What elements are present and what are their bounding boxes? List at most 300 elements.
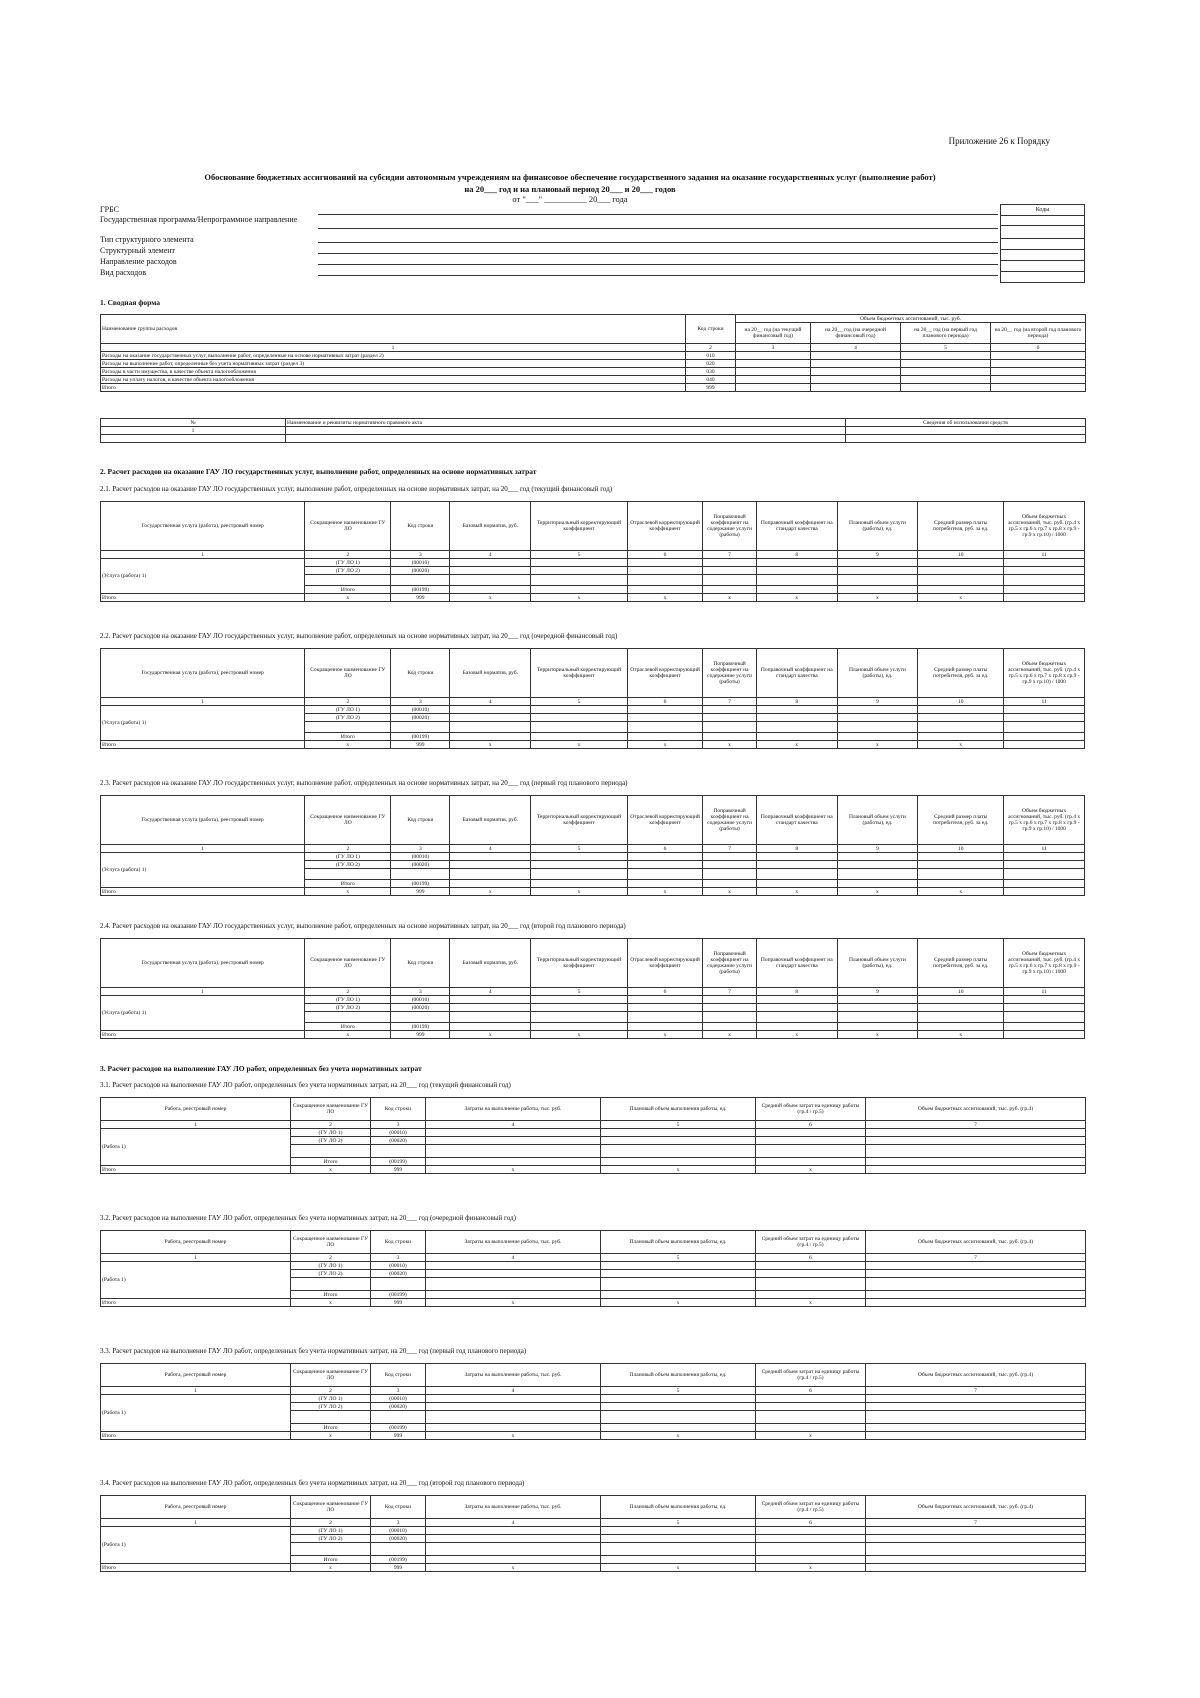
col-num: 3	[371, 1254, 426, 1262]
value-cell[interactable]	[866, 1129, 1086, 1137]
header-field-line[interactable]	[318, 264, 998, 265]
value-cell[interactable]	[371, 1543, 426, 1556]
value-cell[interactable]	[901, 376, 991, 384]
value-cell[interactable]	[756, 1535, 866, 1543]
value-cell[interactable]	[703, 1004, 757, 1012]
col-num: 2	[305, 698, 391, 706]
value-cell[interactable]	[736, 352, 811, 360]
value-cell[interactable]	[450, 733, 531, 741]
value-cell[interactable]	[756, 586, 837, 594]
gu-label: (ГУ ЛО 2)	[305, 714, 391, 722]
value-cell[interactable]	[1004, 880, 1085, 888]
value-cell[interactable]	[627, 567, 702, 575]
value-cell[interactable]	[305, 575, 391, 586]
value-cell[interactable]	[756, 733, 837, 741]
value-cell[interactable]	[837, 1012, 918, 1023]
value-cell[interactable]	[837, 722, 918, 733]
value-cell[interactable]	[866, 1262, 1086, 1270]
col-header: Работа, реестровый номер	[101, 1231, 291, 1254]
value-cell[interactable]	[627, 575, 702, 586]
value-cell[interactable]	[703, 567, 757, 575]
value-cell[interactable]	[756, 1291, 866, 1299]
value-cell[interactable]	[627, 733, 702, 741]
value-cell[interactable]	[703, 714, 757, 722]
value-cell[interactable]	[703, 861, 757, 869]
value-cell[interactable]	[426, 1395, 601, 1403]
value-cell[interactable]	[866, 1270, 1086, 1278]
value-cell[interactable]	[866, 1137, 1086, 1145]
value-cell[interactable]	[531, 1004, 628, 1012]
value-cell[interactable]	[837, 706, 918, 714]
table-row	[101, 384, 1086, 392]
col-num: 1	[101, 845, 305, 853]
col-header: на 20__ год (на текущий финансовый год)	[736, 323, 811, 344]
value-cell[interactable]	[703, 586, 757, 594]
value-cell[interactable]	[1004, 888, 1085, 896]
x-cell: x	[703, 594, 757, 602]
value-cell[interactable]	[756, 1424, 866, 1432]
value-cell[interactable]	[756, 1270, 866, 1278]
value-cell[interactable]	[450, 869, 531, 880]
col-header: Плановый объем услуги (работы), ед.	[837, 796, 918, 845]
value-cell[interactable]	[1004, 996, 1085, 1004]
value-cell[interactable]	[601, 1137, 756, 1145]
col-num: 5	[601, 1387, 756, 1395]
value-cell[interactable]	[531, 869, 628, 880]
value-cell[interactable]	[918, 733, 1004, 741]
value-cell[interactable]	[531, 733, 628, 741]
value-cell[interactable]	[450, 722, 531, 733]
value-cell[interactable]	[601, 1403, 756, 1411]
value-cell[interactable]	[703, 706, 757, 714]
value-cell[interactable]	[601, 1145, 756, 1158]
value-cell[interactable]	[601, 1556, 756, 1564]
x-cell: x	[837, 1031, 918, 1039]
value-cell[interactable]	[756, 575, 837, 586]
value-cell[interactable]	[918, 861, 1004, 869]
value-cell[interactable]	[426, 1403, 601, 1411]
value-cell[interactable]	[371, 1145, 426, 1158]
value-cell[interactable]	[837, 996, 918, 1004]
value-cell[interactable]	[291, 1411, 371, 1424]
value-cell[interactable]	[837, 869, 918, 880]
value-cell[interactable]	[756, 1004, 837, 1012]
value-cell[interactable]	[450, 559, 531, 567]
value-cell[interactable]	[391, 1012, 450, 1023]
value-cell[interactable]	[627, 861, 702, 869]
value-cell[interactable]	[991, 352, 1086, 360]
value-cell[interactable]	[811, 360, 901, 368]
value-cell[interactable]	[703, 559, 757, 567]
value-cell[interactable]	[426, 1543, 601, 1556]
value-cell[interactable]	[627, 996, 702, 1004]
date-line: от "___" __________ 20___ года	[512, 194, 628, 204]
value-cell[interactable]	[601, 1411, 756, 1424]
value-cell[interactable]	[837, 853, 918, 861]
value-cell[interactable]	[1004, 1031, 1085, 1039]
value-cell[interactable]	[426, 1527, 601, 1535]
value-cell[interactable]	[756, 1012, 837, 1023]
col-num: 4	[450, 551, 531, 559]
value-cell[interactable]	[1004, 861, 1085, 869]
input-cell[interactable]	[286, 427, 846, 435]
value-cell[interactable]	[1004, 853, 1085, 861]
value-cell[interactable]	[756, 1556, 866, 1564]
gu-label: (ГУ ЛО 2)	[305, 1004, 391, 1012]
value-cell[interactable]	[703, 575, 757, 586]
value-cell[interactable]	[531, 996, 628, 1004]
value-cell[interactable]	[531, 722, 628, 733]
value-cell[interactable]	[291, 1543, 371, 1556]
value-cell[interactable]	[426, 1129, 601, 1137]
value-cell[interactable]	[991, 360, 1086, 368]
value-cell[interactable]	[866, 1166, 1086, 1174]
value-cell[interactable]	[811, 376, 901, 384]
value-cell[interactable]	[601, 1527, 756, 1535]
x-cell: x	[426, 1564, 601, 1572]
value-cell[interactable]	[991, 384, 1086, 392]
gu-label: (ГУ ЛО 2)	[291, 1403, 371, 1411]
total-label: Итого	[101, 1564, 291, 1572]
value-cell[interactable]	[531, 861, 628, 869]
value-cell[interactable]	[756, 722, 837, 733]
value-cell[interactable]	[531, 880, 628, 888]
header-field-line[interactable]	[318, 242, 998, 243]
value-cell[interactable]	[531, 853, 628, 861]
header-field-line[interactable]	[318, 275, 998, 276]
value-cell[interactable]	[291, 1145, 371, 1158]
col-num: 3	[371, 1519, 426, 1527]
value-cell[interactable]	[426, 1145, 601, 1158]
value-cell[interactable]	[756, 1129, 866, 1137]
input-cell[interactable]	[846, 427, 1086, 435]
value-cell[interactable]	[1004, 575, 1085, 586]
value-cell[interactable]	[1004, 586, 1085, 594]
value-cell[interactable]	[305, 1012, 391, 1023]
value-cell[interactable]	[291, 1278, 371, 1291]
calc-table-2-4	[100, 938, 1085, 1039]
value-cell[interactable]	[756, 1023, 837, 1031]
value-cell[interactable]	[866, 1432, 1086, 1440]
value-cell[interactable]	[837, 733, 918, 741]
value-cell[interactable]	[531, 714, 628, 722]
value-cell[interactable]	[627, 706, 702, 714]
value-cell[interactable]	[703, 1023, 757, 1031]
value-cell[interactable]	[991, 376, 1086, 384]
value-cell[interactable]	[531, 1023, 628, 1031]
value-cell[interactable]	[837, 1004, 918, 1012]
value-cell[interactable]	[531, 575, 628, 586]
value-cell[interactable]	[918, 559, 1004, 567]
value-cell[interactable]	[736, 368, 811, 376]
value-cell[interactable]	[627, 1012, 702, 1023]
value-cell[interactable]	[1004, 706, 1085, 714]
value-cell[interactable]	[756, 1145, 866, 1158]
value-cell[interactable]	[426, 1411, 601, 1424]
col-header: Объем бюджетных ассигнований, тыс. руб.	[736, 315, 1086, 323]
value-cell[interactable]	[531, 567, 628, 575]
value-cell[interactable]	[866, 1403, 1086, 1411]
value-cell[interactable]	[1004, 722, 1085, 733]
value-cell[interactable]	[601, 1395, 756, 1403]
value-cell[interactable]	[918, 996, 1004, 1004]
value-cell[interactable]	[627, 1004, 702, 1012]
value-cell[interactable]	[918, 706, 1004, 714]
value-cell[interactable]	[601, 1535, 756, 1543]
value-cell[interactable]	[426, 1424, 601, 1432]
value-cell[interactable]	[866, 1564, 1086, 1572]
value-cell[interactable]	[703, 733, 757, 741]
value-cell[interactable]	[918, 1004, 1004, 1012]
value-cell[interactable]	[756, 706, 837, 714]
value-cell[interactable]	[866, 1145, 1086, 1158]
value-cell[interactable]	[627, 1023, 702, 1031]
value-cell[interactable]	[756, 567, 837, 575]
value-cell[interactable]	[837, 575, 918, 586]
value-cell[interactable]	[866, 1535, 1086, 1543]
value-cell[interactable]	[756, 1137, 866, 1145]
value-cell[interactable]	[866, 1527, 1086, 1535]
subtotal-label: Итого	[291, 1291, 371, 1299]
code-cell[interactable]	[1001, 272, 1085, 283]
value-cell[interactable]	[736, 376, 811, 384]
value-cell[interactable]	[756, 1395, 866, 1403]
value-cell[interactable]	[866, 1556, 1086, 1564]
value-cell[interactable]	[736, 384, 811, 392]
header-field-line[interactable]	[318, 214, 998, 215]
value-cell[interactable]	[1004, 1023, 1085, 1031]
col-num: 2	[686, 344, 736, 352]
value-cell[interactable]	[703, 869, 757, 880]
row-code: (00199)	[371, 1291, 426, 1299]
value-cell[interactable]	[371, 1278, 426, 1291]
col-num: 1	[101, 427, 286, 435]
col-header: Базовый норматив, руб.	[450, 649, 531, 698]
col-num: 1	[101, 698, 305, 706]
value-cell[interactable]	[756, 1403, 866, 1411]
input-cell[interactable]	[846, 435, 1086, 443]
value-cell[interactable]	[703, 853, 757, 861]
value-cell[interactable]	[450, 853, 531, 861]
value-cell[interactable]	[426, 1270, 601, 1278]
value-cell[interactable]	[703, 1012, 757, 1023]
value-cell[interactable]	[450, 706, 531, 714]
value-cell[interactable]	[918, 853, 1004, 861]
col-header: Объем бюджетных ассигнований, тыс. руб. (гр.4 x гр.5 x гр.6 x гр.7 x гр.8 x гр.9 - гр.9 x гр.10) / 1000	[1004, 796, 1085, 845]
row-code: (00020)	[371, 1403, 426, 1411]
value-cell[interactable]	[866, 1158, 1086, 1166]
col-num: 3	[371, 1121, 426, 1129]
code-cell[interactable]	[1001, 261, 1085, 272]
code-cell[interactable]	[1001, 226, 1085, 239]
value-cell[interactable]	[426, 1262, 601, 1270]
value-cell[interactable]	[426, 1556, 601, 1564]
value-cell[interactable]	[756, 1543, 866, 1556]
value-cell[interactable]	[918, 880, 1004, 888]
input-cell[interactable]	[101, 435, 286, 443]
value-cell[interactable]	[391, 722, 450, 733]
value-cell[interactable]	[627, 714, 702, 722]
value-cell[interactable]	[918, 575, 1004, 586]
value-cell[interactable]	[837, 1023, 918, 1031]
col-num: 4	[426, 1254, 601, 1262]
col-num: 10	[918, 698, 1004, 706]
value-cell[interactable]	[756, 559, 837, 567]
value-cell[interactable]	[918, 1023, 1004, 1031]
value-cell[interactable]	[756, 996, 837, 1004]
value-cell[interactable]	[601, 1424, 756, 1432]
value-cell[interactable]	[450, 880, 531, 888]
value-cell[interactable]	[901, 360, 991, 368]
value-cell[interactable]	[305, 869, 391, 880]
code-cell[interactable]	[1001, 239, 1085, 250]
value-cell[interactable]	[756, 1158, 866, 1166]
value-cell[interactable]	[866, 1299, 1086, 1307]
value-cell[interactable]	[918, 714, 1004, 722]
value-cell[interactable]	[1004, 733, 1085, 741]
value-cell[interactable]	[450, 575, 531, 586]
value-cell[interactable]	[991, 368, 1086, 376]
value-cell[interactable]	[866, 1411, 1086, 1424]
gu-label: (ГУ ЛО 1)	[291, 1527, 371, 1535]
value-cell[interactable]	[627, 869, 702, 880]
value-cell[interactable]	[837, 567, 918, 575]
value-cell[interactable]	[1004, 714, 1085, 722]
code-cell[interactable]	[1001, 250, 1085, 261]
value-cell[interactable]	[756, 714, 837, 722]
header-field-element-type: Тип структурного элемента	[100, 235, 194, 244]
value-cell[interactable]	[866, 1278, 1086, 1291]
value-cell[interactable]	[531, 559, 628, 567]
value-cell[interactable]	[703, 996, 757, 1004]
value-cell[interactable]	[1004, 594, 1085, 602]
service-label: (Услуга (работа) 1)	[101, 706, 305, 741]
value-cell[interactable]	[450, 1012, 531, 1023]
value-cell[interactable]	[756, 880, 837, 888]
input-cell[interactable]	[286, 435, 846, 443]
value-cell[interactable]	[918, 1012, 1004, 1023]
value-cell[interactable]	[1004, 567, 1085, 575]
value-cell[interactable]	[627, 559, 702, 567]
value-cell[interactable]	[426, 1278, 601, 1291]
col-num: 2	[305, 988, 391, 996]
value-cell[interactable]	[756, 1262, 866, 1270]
value-cell[interactable]	[703, 880, 757, 888]
gu-label: (ГУ ЛО 1)	[291, 1129, 371, 1137]
gu-label: (ГУ ЛО 2)	[291, 1137, 371, 1145]
value-cell[interactable]	[426, 1137, 601, 1145]
value-cell[interactable]	[837, 586, 918, 594]
x-cell: x	[450, 888, 531, 896]
value-cell[interactable]	[391, 575, 450, 586]
value-cell[interactable]	[901, 384, 991, 392]
value-cell[interactable]	[450, 1004, 531, 1012]
value-cell[interactable]	[756, 1411, 866, 1424]
value-cell[interactable]	[450, 1023, 531, 1031]
value-cell[interactable]	[1004, 1004, 1085, 1012]
value-cell[interactable]	[1004, 559, 1085, 567]
value-cell[interactable]	[756, 853, 837, 861]
value-cell[interactable]	[627, 880, 702, 888]
value-cell[interactable]	[450, 861, 531, 869]
header-field-line[interactable]	[318, 253, 998, 254]
value-cell[interactable]	[918, 869, 1004, 880]
value-cell[interactable]	[601, 1129, 756, 1137]
value-cell[interactable]	[837, 559, 918, 567]
value-cell[interactable]	[531, 586, 628, 594]
value-cell[interactable]	[811, 352, 901, 360]
gu-label: (ГУ ЛО 1)	[291, 1395, 371, 1403]
value-cell[interactable]	[1004, 869, 1085, 880]
value-cell[interactable]	[811, 384, 901, 392]
col-header: Базовый норматив, руб.	[450, 796, 531, 845]
value-cell[interactable]	[918, 586, 1004, 594]
value-cell[interactable]	[837, 880, 918, 888]
value-cell[interactable]	[918, 567, 1004, 575]
value-cell[interactable]	[901, 368, 991, 376]
value-cell[interactable]	[756, 1527, 866, 1535]
value-cell[interactable]	[426, 1158, 601, 1166]
value-cell[interactable]	[866, 1395, 1086, 1403]
value-cell[interactable]	[391, 869, 450, 880]
value-cell[interactable]	[756, 1278, 866, 1291]
col-num: 9	[837, 551, 918, 559]
value-cell[interactable]	[756, 861, 837, 869]
value-cell[interactable]	[601, 1291, 756, 1299]
value-cell[interactable]	[866, 1543, 1086, 1556]
value-cell[interactable]	[450, 586, 531, 594]
value-cell[interactable]	[531, 706, 628, 714]
value-cell[interactable]	[426, 1535, 601, 1543]
value-cell[interactable]	[371, 1411, 426, 1424]
value-cell[interactable]	[866, 1424, 1086, 1432]
row-code: (00199)	[391, 1023, 450, 1031]
value-cell[interactable]	[450, 714, 531, 722]
value-cell[interactable]	[601, 1270, 756, 1278]
value-cell[interactable]	[627, 722, 702, 733]
value-cell[interactable]	[1004, 741, 1085, 749]
value-cell[interactable]	[450, 996, 531, 1004]
value-cell[interactable]	[918, 722, 1004, 733]
value-cell[interactable]	[601, 1158, 756, 1166]
value-cell[interactable]	[901, 352, 991, 360]
value-cell[interactable]	[450, 567, 531, 575]
value-cell[interactable]	[703, 722, 757, 733]
value-cell[interactable]	[627, 586, 702, 594]
row-code: (00010)	[371, 1129, 426, 1137]
value-cell[interactable]	[811, 368, 901, 376]
value-cell[interactable]	[426, 1291, 601, 1299]
col-num: 7	[703, 845, 757, 853]
total-label: Итого	[101, 1166, 291, 1174]
value-cell[interactable]	[837, 861, 918, 869]
value-cell[interactable]	[627, 853, 702, 861]
col-header: Поправочный коэффициент на стандарт качества	[756, 939, 837, 988]
x-cell: x	[291, 1166, 371, 1174]
value-cell[interactable]	[866, 1291, 1086, 1299]
value-cell[interactable]	[531, 1012, 628, 1023]
value-cell[interactable]	[736, 360, 811, 368]
code-cell[interactable]	[1001, 216, 1085, 226]
value-cell[interactable]	[601, 1278, 756, 1291]
header-field-line[interactable]	[318, 228, 998, 229]
value-cell[interactable]	[601, 1543, 756, 1556]
value-cell[interactable]	[601, 1262, 756, 1270]
value-cell[interactable]	[305, 722, 391, 733]
value-cell[interactable]	[1004, 1012, 1085, 1023]
value-cell[interactable]	[837, 714, 918, 722]
value-cell[interactable]	[756, 869, 837, 880]
